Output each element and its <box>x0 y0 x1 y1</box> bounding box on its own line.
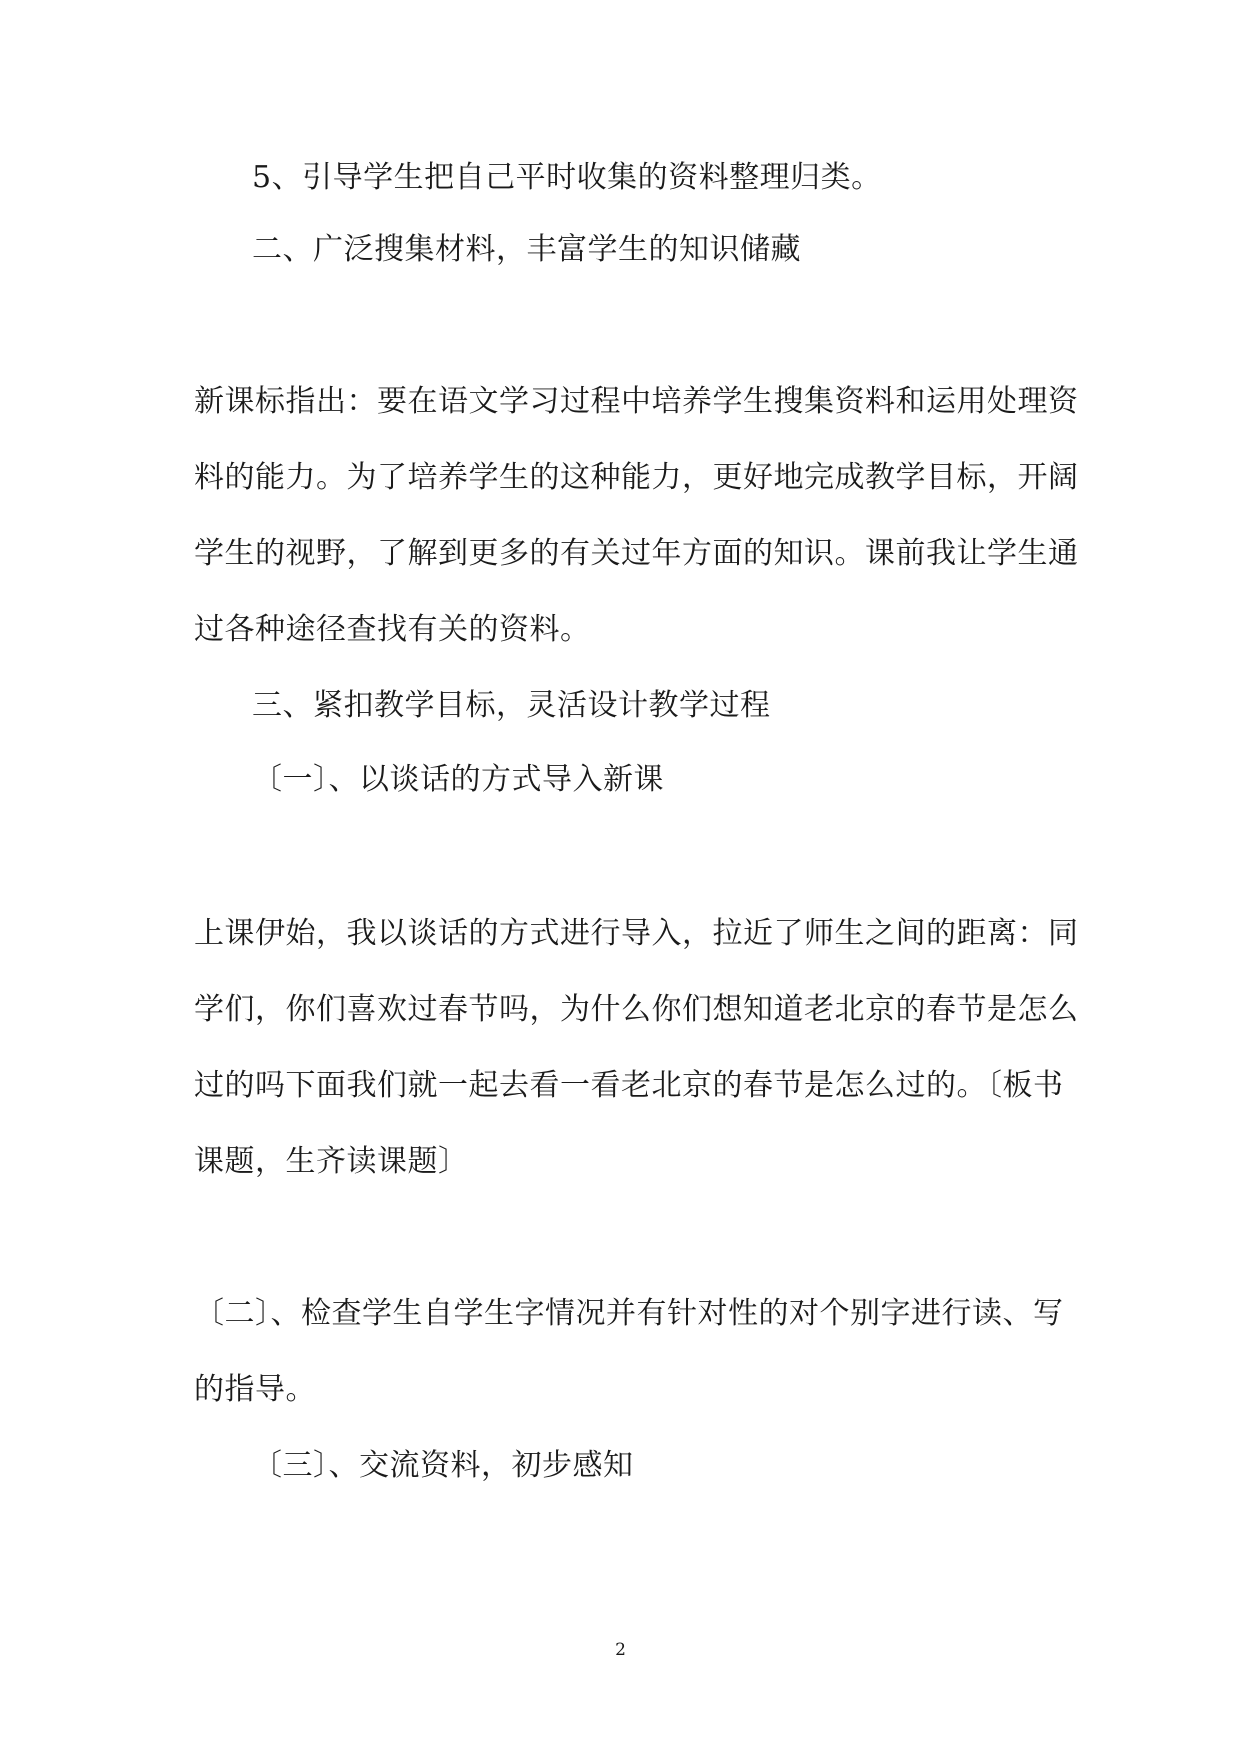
paragraph-line: 课题，生齐读课题〕 <box>194 1144 469 1179</box>
paragraph-line: 料的能力。为了培养学生的这种能力，更好地完成教学目标，开阔 <box>194 460 1079 495</box>
paragraph-line: 学们，你们喜欢过春节吗，为什么你们想知道老北京的春节是怎么 <box>194 992 1079 1027</box>
paragraph-line: 〔二〕、检查学生自学生字情况并有针对性的对个别字进行读、写 <box>194 1296 1064 1331</box>
paragraph-line: 学生的视野，了解到更多的有关过年方面的知识。课前我让学生通 <box>194 536 1079 571</box>
paragraph-line: 的指导。 <box>194 1372 316 1407</box>
page-number: 2 <box>615 1640 626 1660</box>
paragraph-line: 上课伊始，我以谈话的方式进行导入，拉近了师生之间的距离：同 <box>194 916 1079 951</box>
subsection-heading-3: 〔三〕、交流资料，初步感知 <box>252 1448 634 1483</box>
subsection-heading-1: 〔一〕、以谈话的方式导入新课 <box>252 762 664 797</box>
section-heading-2: 二、广泛搜集材料，丰富学生的知识储藏 <box>252 232 801 267</box>
paragraph-line: 过各种途径查找有关的资料。 <box>194 612 591 647</box>
paragraph-line: 新课标指出：要在语文学习过程中培养学生搜集资料和运用处理资 <box>194 384 1079 419</box>
paragraph-line: 过的吗下面我们就一起去看一看老北京的春节是怎么过的。〔板书 <box>194 1068 1064 1103</box>
section-heading-3: 三、紧扣教学目标，灵活设计教学过程 <box>252 688 771 723</box>
list-item-5: 5、引导学生把自己平时收集的资料整理归类。 <box>252 160 882 195</box>
